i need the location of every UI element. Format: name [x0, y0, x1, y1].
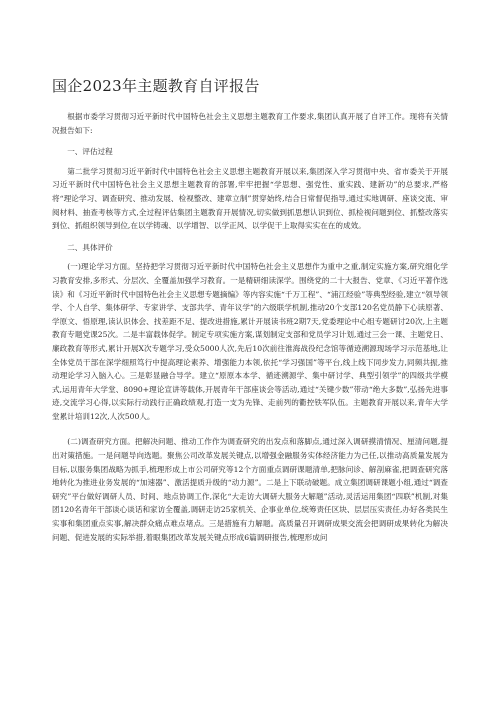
evaluation-process-paragraph: 第二批学习贯彻习近平新时代中国特色社会主义思想主题教育开展以来,集团深入学习贯彻中央、省市委关于开展习近平新时代中国特色社会主义思想主题教育的部署,牢牢把握“学思想、强党性、重实践、建新功”的总要求,严格将“理论学习、调查研究、推动发展、检视整改、建章立制”贯穿始终,结合日常督促指导,通过实地调研、座谈交流、审阅材料、抽查考核等方式,全过程评估集团主题教育开展情况,切实做到抓思想认识到位、抓检视问题到位、抓整改落实到位、抓组织领导到位,在以学铸魂、以学增智、以学正风、以学促干上取得实实在在的成效。: [52, 166, 448, 231]
section-heading-evaluation-process: 一、评估过程: [67, 147, 113, 157]
section-heading-specific-evaluation: 二、具体评价: [67, 242, 113, 252]
intro-paragraph: 根据市委学习贯彻习近平新时代中国特色社会主义思想主题教育工作要求,集团认真开展了自评工作。现将有关情况报告如下:: [52, 112, 448, 135]
document-title: 国企2023年主题教育自评报告: [52, 77, 260, 95]
investigation-research-paragraph: (二)调查研究方面。把解决问题、推动工作作为调查研究的出发点和落脚点,通过深入调研摸清情况、厘清问题,提出对策措施。一是问题导向选题。聚焦公司改革发展关键点,以增强金融服务实体经济能力为己任,以推动高质量发展为目标,以服务集团战略为抓手,梳理形成上市公司研究等12个方面重点调研课题清单,把脉问诊、解剖麻雀,把调查研究落地转化为推进业务发展的“加速器”、激活提质升级的“动力源”。二是上下联动破题。成立集团调研课题小组,通过“调查研究”平台做好调研人员、时间、地点协调工作,深化“大走访大调研大服务大解题”活动,灵活运用集团“四联”机制,对集团120名青年干部谈心谈话和家访全覆盖,调研走访25家机关、企事业单位,统筹责任区块、层层压实责任,办好各类民生实事和集团重点实事,解决群众痛点难点堵点。三是措施有力解题。高质量召开调研成果交流会把调研成果转化为解决问题、促进发展的实际举措,着眼集团改革发展关键点形成6篇调研报告,梳理形成问: [52, 437, 448, 542]
theory-study-paragraph: (一)理论学习方面。坚持把学习贯彻习近平新时代中国特色社会主义思想作为重中之重,制定实施方案,研究细化学习教育安排,多形式、分层次、全覆盖加强学习教育。一是精研细读深学。围绕党的二十大报告、党章、《习近平著作选读》和《习近平新时代中国特色社会主义思想专题摘编》等内容实施“千万工程”、“浦江经验”等典型经验,建立“领导领学、个人自学、集体研学、专家讲学、支部共学、青年议学”的六级联学机制,推动20个支部120名党员静下心读原著、学原文、悟原理,读认识体会、找差距不足、提改进措施,累计开展读书班2期7天,党委理论中心组专题研讨20次,上主题教育专题党课25次。二是丰富载体促学。制定专项实施方案,谋划制定支部和党员学习计划,通过三会一课、主题党日、廉政教育等形式,累计开展X次专题学习,受众5000人次,先后10次前往淮海战役纪念馆等循迹溯源现场学习示范基地,让全体党员干部在深学细照笃行中提高理论素养、增强能力本领,依托“学习强国”等平台,线上线下同步发力,同频共振,推动理论学习入脑入心。三是彰显融合导学。建立“原原本本学、循迹溯源学、集中研讨学、典型引领学”的四级共学模式,运用青年大学堂、8090+理论宣讲等载体,开展青年干部座谈会等活动,通过“关键少数”带动“绝大多数”,弘扬先进事迹,交流学习心得,以实际行动践行正确政绩观,打造一支为先锋、走前列的衢控铁军队伍。主题教育开展以来,青年大学堂累计培训12次,人次500人。: [52, 262, 448, 421]
